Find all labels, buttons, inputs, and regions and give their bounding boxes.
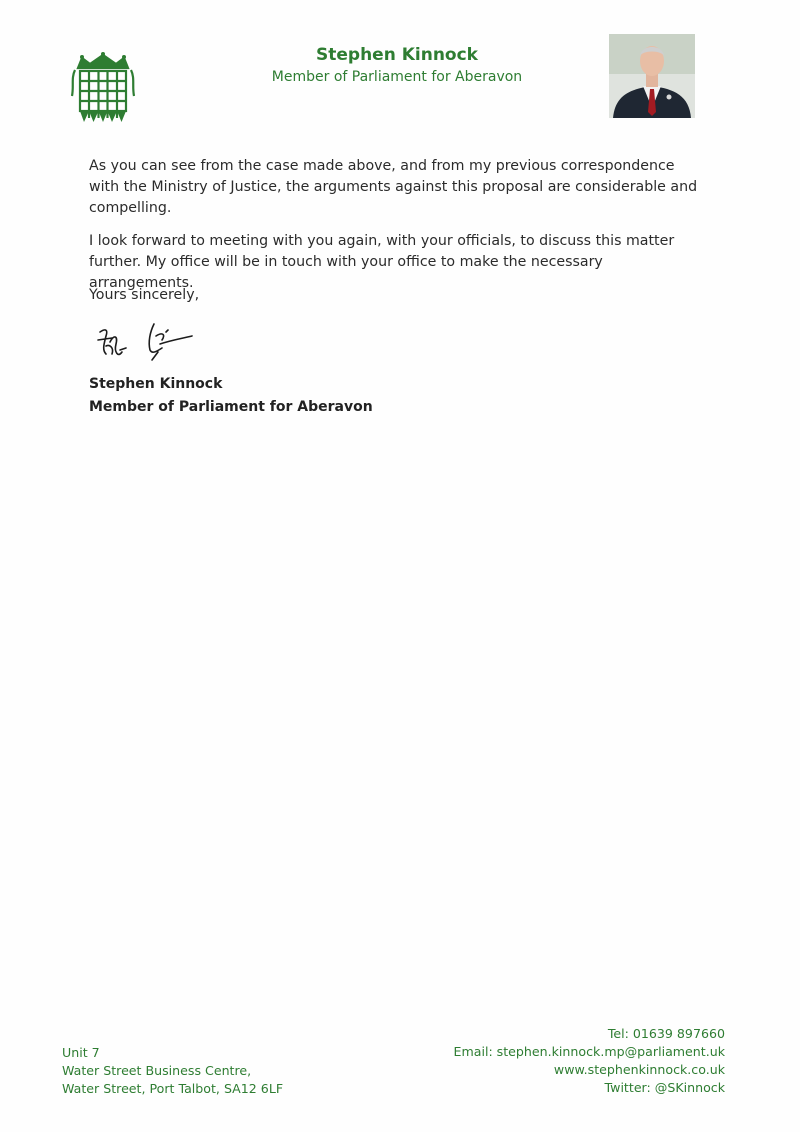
letter-body [89, 156, 709, 306]
contact-email: Email: stephen.kinnock.mp@parliament.uk [453, 1044, 725, 1059]
address-line: Water Street Business Centre, [62, 1063, 252, 1078]
footer-contact [454, 1025, 726, 1097]
body-paragraph: I look forward to meeting with you again, with your officials, to discuss this matter further. My office will be in touch with your office to make the necessary arrangements. [89, 233, 675, 291]
address-line: Water Street, Port Talbot, SA12 6LF [62, 1081, 284, 1096]
address-line: Unit 7 [62, 1045, 100, 1060]
body-paragraph: As you can see from the case made above, and from my previous correspondence with the Ministry of Justice, the arguments against this proposal are considerable and compelling. [89, 158, 698, 216]
handwritten-signature [92, 318, 202, 364]
footer-address [62, 1044, 283, 1098]
header-name: Stephen Kinnock [316, 45, 478, 65]
contact-twitter: Twitter: @SKinnock [604, 1080, 725, 1095]
header-role: Member of Parliament for Aberavon [271, 69, 523, 85]
contact-phone: Tel: 01639 897660 [607, 1026, 725, 1041]
signatory-name: Stephen Kinnock [89, 376, 223, 392]
closing-salutation: Yours sincerely, [89, 287, 200, 303]
contact-website: www.stephenkinnock.co.uk [553, 1062, 725, 1077]
mp-portrait-photo [609, 34, 695, 118]
signatory-role: Member of Parliament for Aberavon [89, 399, 373, 415]
